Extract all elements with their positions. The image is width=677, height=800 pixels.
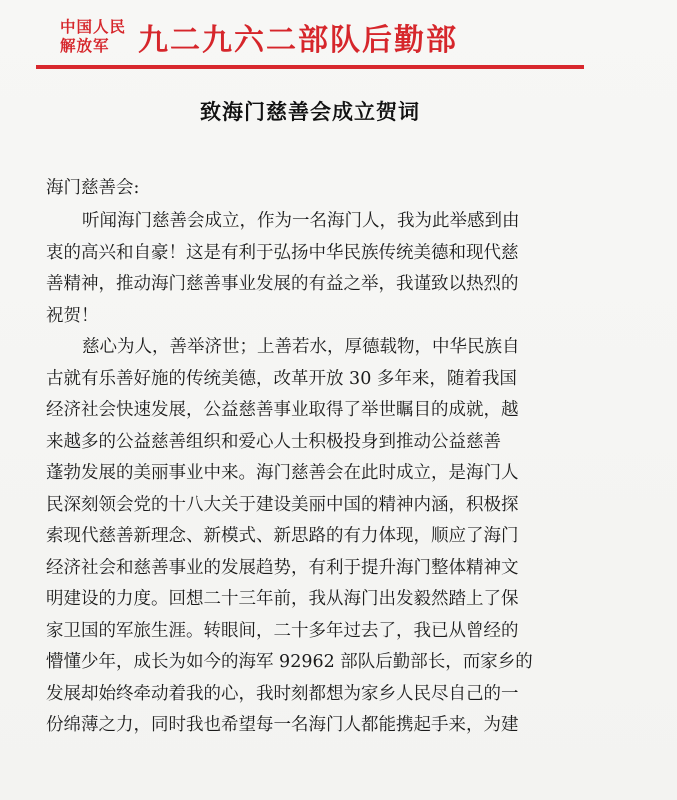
document-body	[46, 206, 586, 742]
body-line: 祝贺！	[46, 305, 99, 326]
body-line: 经济社会快速发展，公益慈善事业取得了举世瞩目的成就，越	[46, 400, 519, 420]
body-line: 明建设的力度。回想二十三年前，我从海门出发毅然踏上了保	[46, 589, 519, 609]
letterhead-org-name: 九二九六二部队后勤部	[138, 23, 459, 58]
letterhead	[60, 14, 458, 60]
body-line: 来越多的公益慈善组织和爱心人士积极投身到推动公益慈善	[46, 431, 501, 452]
body-line: 份绵薄之力，同时我也希望每一名海门人都能携起手来，为建	[46, 715, 519, 735]
letterhead-org-small-line2: 解放军	[60, 37, 110, 55]
letterhead-org-small	[60, 18, 126, 56]
body-line: 善精神，推动海门慈善事业发展的有益之举，我谨致以热烈的	[46, 274, 519, 294]
body-line: 蓬勃发展的美丽事业中来。海门慈善会在此时成立，是海门人	[46, 463, 519, 483]
body-line: 发展却始终牵动着我的心，我时刻都想为家乡人民尽自己的一	[46, 683, 519, 704]
body-line: 慈心为人，善举济世；上善若水，厚德载物，中华民族自	[82, 337, 520, 357]
body-line: 古就有乐善好施的传统美德，改革开放 30 多年来，随着我国	[46, 368, 517, 389]
body-line: 听闻海门慈善会成立，作为一名海门人，我为此举感到由	[82, 211, 520, 231]
document-title: 致海门慈善会成立贺词	[200, 100, 420, 124]
body-line: 民深刻领会党的十八大关于建设美丽中国的精神内涵，积极探	[46, 494, 519, 515]
body-line: 衷的高兴和自豪！这是有利于弘扬中华民族传统美德和现代慈	[46, 242, 519, 263]
body-line: 经济社会和慈善事业的发展趋势，有利于提升海门整体精神文	[46, 557, 519, 578]
body-line: 索现代慈善新理念、新模式、新思路的有力体现，顺应了海门	[46, 526, 519, 546]
body-line: 家卫国的军旅生涯。转眼间，二十多年过去了，我已从曾经的	[46, 620, 519, 641]
salutation: 海门慈善会:	[46, 178, 140, 198]
letterhead-red-rule	[36, 65, 584, 69]
letterhead-org-small-line1: 中国人民	[60, 18, 127, 36]
body-line: 懵懂少年，成长为如今的海军 92962 部队后勤部长，而家乡的	[46, 652, 533, 672]
